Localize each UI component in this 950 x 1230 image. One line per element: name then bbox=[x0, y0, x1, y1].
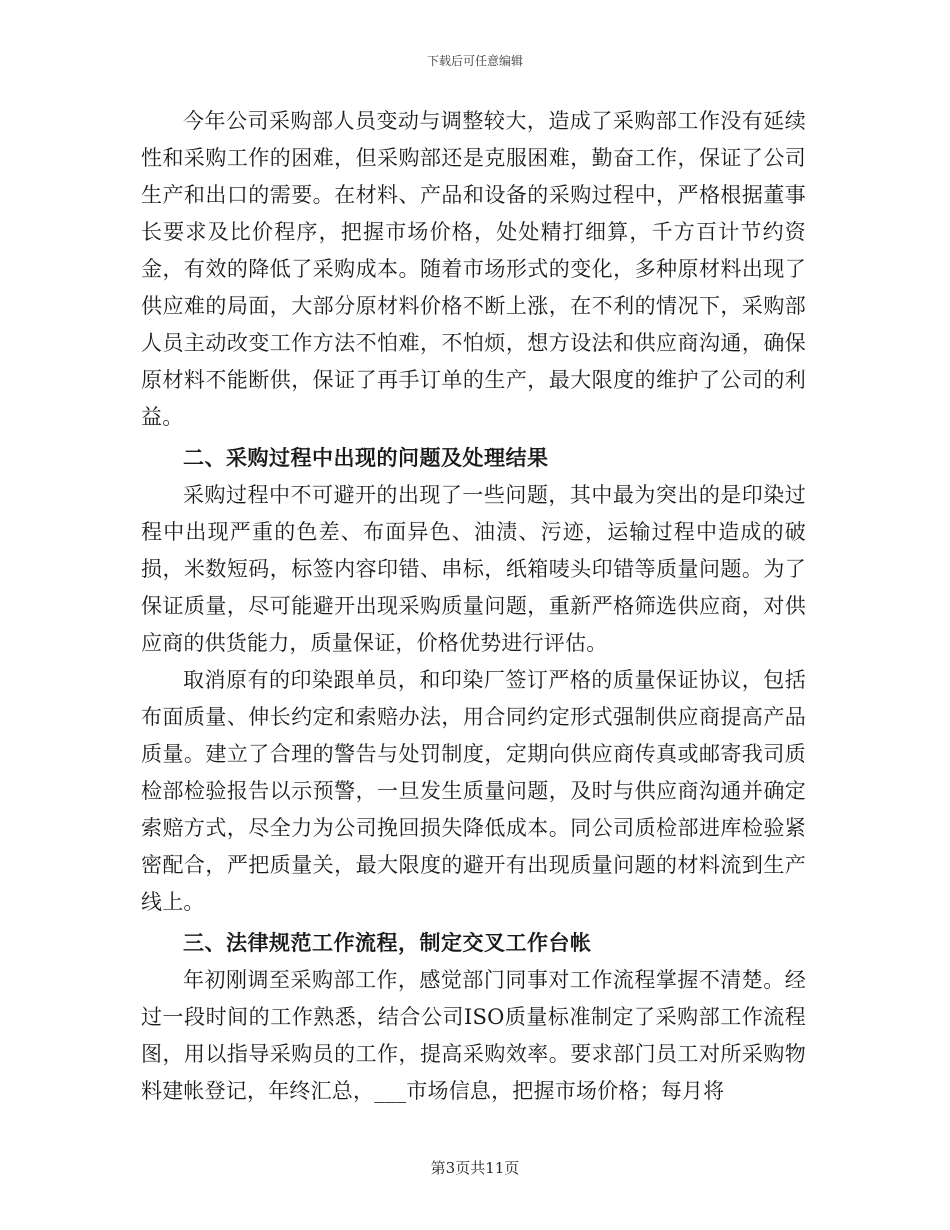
document-body bbox=[141, 103, 806, 1110]
section-heading-problems: 二、采购过程中出现的问题及处理结果 bbox=[183, 446, 549, 470]
paragraph-workflow: 年初刚调至采购部工作，感觉部门同事对工作流程掌握不清楚。经过一段时间的工作熟悉，结合公司ISO质量标准制定了采购部工作流程图，用以指导采购员的工作，提高采购效率。要求部门员工对所采购物料建帐登记，年终汇总，___市场信息，把握市场价格；每月将 bbox=[141, 968, 806, 1103]
section-heading-workflow: 三、法律规范工作流程，制定交叉工作台帐 bbox=[183, 931, 592, 955]
paragraph-quality-problems: 采购过程中不可避开的出现了一些问题，其中最为突出的是印染过程中出现严重的色差、布面异色、油渍、污迹，运输过程中造成的破损，米数短码，标签内容印错、串标，纸箱唛头印错等质量问题。为了保证质量，尽可能避开出现采购质量问题，重新严格筛选供应商，对供应商的供货能力，质量保证，价格优势进行评估。 bbox=[141, 483, 806, 655]
paragraph-quality-measures: 取消原有的印染跟单员，和印染厂签订严格的质量保证协议，包括布面质量、伸长约定和索赔办法，用合同约定形式强制供应商提高产品质量。建立了合理的警告与处罚制度，定期向供应商传真或邮寄我司质检部检验报告以示预警，一旦发生质量问题，及时与供应商沟通并确定索赔方式，尽全力为公司挽回损失降低成本。同公司质检部进库检验紧密配合，严把质量关，最大限度的避开有出现质量问题的材料流到生产线上。 bbox=[141, 668, 806, 914]
paragraph-procurement-overview: 今年公司采购部人员变动与调整较大，造成了采购部工作没有延续性和采购工作的困难，但采购部还是克服困难，勤奋工作，保证了公司生产和出口的需要。在材料、产品和设备的采购过程中，严格根据董事长要求及比价程序，把握市场价格，处处精打细算，千方百计节约资金，有效的降低了采购成本。随着市场形式的变化，多种原材料出现了供应难的局面，大部分原材料价格不断上涨，在不利的情况下，采购部人员主动改变工作方法不怕难，不怕烦，想方设法和供应商沟通，确保原材料不能断供，保证了再手订单的生产，最大限度的维护了公司的利益。 bbox=[141, 109, 806, 429]
page-number: 第3页共11页 bbox=[430, 1159, 520, 1177]
page-header: 下载后可任意编辑 bbox=[426, 54, 523, 68]
